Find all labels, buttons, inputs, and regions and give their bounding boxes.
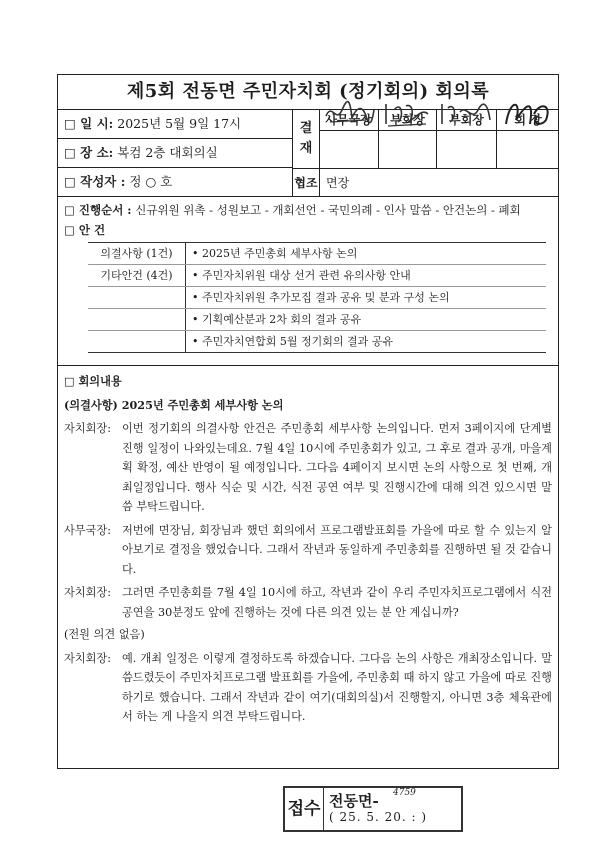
place-label: □ 장 소: [64, 145, 114, 160]
minutes-document [57, 74, 559, 769]
agenda-row [88, 331, 546, 352]
writer-label: □ 작성자 : [64, 174, 126, 189]
agenda-category: 의결사항 (1건) [88, 243, 186, 264]
receipt-stamp [283, 786, 463, 832]
signature-1 [319, 131, 378, 168]
agenda-item: • 2025년 주민총회 세부사항 논의 [192, 247, 358, 260]
approval-head-1: 사무국장 [319, 110, 378, 131]
speech-block [64, 649, 552, 727]
speaker: 자치회장: [64, 586, 111, 599]
approval-side-label [293, 110, 320, 168]
agenda-category [88, 309, 186, 330]
order-text: 신규위원 위촉 - 성원보고 - 개회선언 - 국민의례 - 인사 말씀 - 안건논의 - 폐회 [135, 203, 521, 217]
minutes-content [58, 366, 558, 727]
agenda-category [88, 331, 186, 352]
signature-scribble-2 [380, 96, 432, 130]
agenda-item: • 기획예산분과 2차 회의 결과 공유 [192, 313, 362, 326]
approval-side-1: 결 [299, 121, 313, 136]
signature-scribble-1 [322, 96, 376, 130]
agenda-item: • 주민자치위원 대상 선거 관련 유의사항 안내 [192, 269, 411, 282]
date-value: 2025년 5월 9일 17시 [117, 116, 242, 131]
speech-text: 그러면 주민총회를 7월 4일 10시에 하고, 작년과 같이 우리 주민자치프로그램에서 식전 공연을 30분정도 앞에 진행하는 것에 다른 의견 있는 분 안 계십니까? [122, 586, 552, 619]
agenda-row [88, 265, 546, 287]
cooperation-label: 협조 [293, 169, 320, 197]
place-value: 복컴 2층 대회의실 [117, 145, 218, 160]
agenda-item: • 주민자치연합회 5월 정기회의 결과 공유 [192, 335, 393, 348]
signature-2 [379, 131, 436, 168]
stamp-org: 전동면- [329, 792, 379, 810]
agenda-heading: □ 안 건 [64, 223, 106, 237]
date-row [58, 110, 292, 139]
speech-text: 이번 정기회의 의결사항 안건은 주민총회 세부사항 논의입니다. 먼저 3페이지에 단계별 진행 일정이 나와있는데요. 7월 4일 10시에 주민총회가 있고, 그 후로 결과 공개, 마을계획 확정, 예산 반영이 될 예정입니다. 그다음 4페이지 보시면 논의 사항으로 첫 번째, 개최일정입니다. 행사 식순 및 시간, 식전 공연 여부 및 진행시간에 대해 의견 있으시면 말씀 부탁드립니다. [122, 422, 552, 513]
agenda-table [88, 242, 546, 353]
stamp-number: 4759 [393, 788, 416, 798]
signature-4 [497, 131, 559, 168]
signature-scribble-4 [500, 94, 556, 132]
speech-block [64, 521, 552, 580]
speaker: 자치회장: [64, 422, 111, 435]
agenda-category [88, 287, 186, 308]
meeting-info [58, 110, 292, 196]
agenda-item: • 주민자치위원 추가모집 결과 공유 및 분과 구성 논의 [192, 291, 450, 304]
signature-scribble-3 [438, 98, 494, 130]
agenda-category: 기타안건 (4건) [88, 265, 186, 286]
approval-side-2: 재 [299, 141, 313, 156]
cooperation-value: 면장 [326, 176, 350, 190]
approval-head-4: 회 장 [497, 110, 559, 131]
cooperation-row [293, 168, 559, 197]
proceeding-order [58, 197, 558, 221]
speech-text: 저번에 면장님, 회장님과 했던 회의에서 프로그램발표회를 가을에 따로 할 수 있는지 알아보기로 결정을 했었습니다. 그래서 작년과 동일하게 주민총회를 진행하면 될 것 같습니다. [122, 523, 552, 576]
date-label: □ 일 시: [64, 116, 114, 131]
stamp-label: 접수 [285, 788, 324, 830]
writer-row [58, 168, 292, 196]
approval-head-2: 부회장 [379, 110, 436, 131]
section-divider [58, 353, 558, 366]
note-no-objection: (전원 의견 없음) [64, 628, 145, 641]
signature-3 [437, 131, 496, 168]
minutes-heading: □ 회의내용 [64, 374, 122, 388]
agenda-row [88, 243, 546, 265]
speech-block [64, 419, 552, 517]
speaker: 사무국장: [64, 523, 111, 537]
agenda-row [88, 287, 546, 309]
minutes-subheading: (의결사항) 2025년 주민총회 세부사항 논의 [64, 397, 284, 412]
speech-text: 예. 개최 일정은 이렇게 결정하도록 하겠습니다. 그다음 논의 사항은 개최장소입니다. 말씀드렸듯이 주민자치프로그램 발표회를 가을에, 주민총회 때 하지 않고 가을에 따로 진행하기로 했습니다. 그래서 작년과 같이 여기(대회의실)서 진행할지, 아니면 3층 체육관에서 하는 게 나을지 의견 부탁드립니다. [122, 651, 552, 723]
document-title: 제5회 전동면 주민자치회 (정기회의) 회의록 [58, 75, 558, 110]
writer-value: 정 ○ 호 [129, 174, 173, 189]
approval-head-3: 부회장 [437, 110, 496, 131]
agenda-row [88, 309, 546, 331]
order-label: □ 진행순서 : [64, 203, 132, 217]
speaker: 자치회장: [64, 651, 111, 665]
stamp-date: ( 25. 5. 20. : ) [329, 810, 428, 824]
speech-block [64, 583, 552, 622]
place-row [58, 139, 292, 168]
